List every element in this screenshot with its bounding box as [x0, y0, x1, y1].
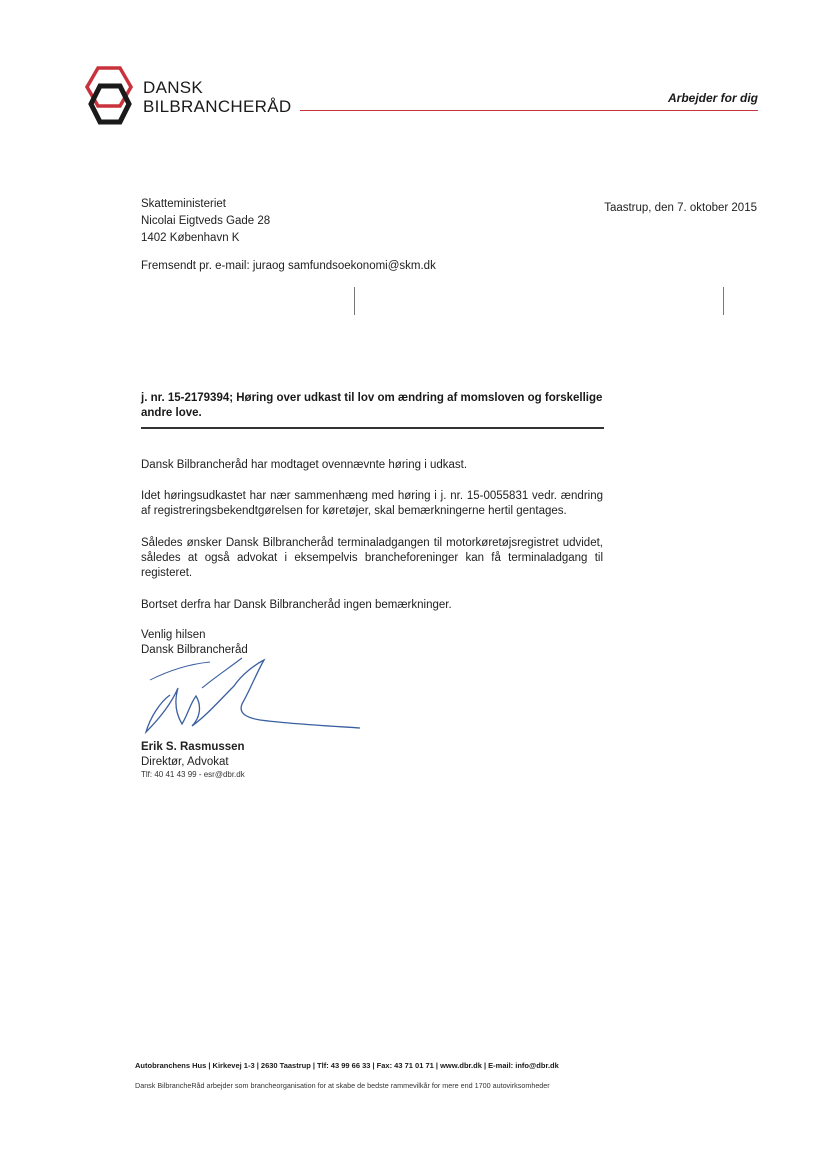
body-paragraph-2: Idet høringsudkastet har nær sammenhæng med høring i j. nr. 15-0055831 vedr. ændring af registreringsbekendtgørelsen for køretøjer, skal bemærkningerne hertil gentages.	[141, 490, 603, 517]
closing-greeting: Venlig hilsen	[141, 629, 206, 641]
tagline: Arbejder for dig	[667, 91, 758, 105]
subject-line: j. nr. 15-2179394; Høring over udkast til lov om ændring af momsloven og forskellige andre love.	[141, 392, 603, 419]
closing-org: Dansk Bilbrancheråd	[141, 644, 248, 656]
recipient-line-2: Nicolai Eigtveds Gade 28	[141, 215, 271, 227]
recipient-line-1: Skatteministeriet	[141, 198, 227, 210]
footer-address: Autobranchens Hus | Kirkevej 1-3 | 2630 Taastrup | Tlf: 43 99 66 33 | Fax: 43 71 01 71 | www.dbr.dk | E-mail: info@dbr.dk	[135, 1061, 559, 1070]
recipient-address	[141, 196, 270, 247]
brand-name	[143, 78, 291, 116]
brand-line-1: DANSK	[143, 78, 204, 97]
fold-mark-left	[354, 287, 355, 315]
signer-title: Direktør, Advokat	[141, 756, 229, 768]
body-paragraph-4: Bortset derfra har Dansk Bilbrancheråd ingen bemærkninger.	[141, 599, 452, 611]
body-paragraph-1: Dansk Bilbrancheråd har modtaget ovennævnte høring i udkast.	[141, 459, 468, 471]
signer-block	[141, 740, 245, 770]
handwritten-signature	[130, 640, 370, 740]
dbr-logo-icon	[84, 66, 134, 126]
signer-contact: Tlf: 40 41 43 99 - esr@dbr.dk	[141, 770, 245, 779]
header-divider	[300, 110, 758, 111]
recipient-line-3: 1402 København K	[141, 232, 240, 244]
sent-via-email: Fremsendt pr. e-mail: juraog samfundsoekonomi@skm.dk	[141, 260, 436, 272]
letter-date: Taastrup, den 7. oktober 2015	[604, 202, 757, 214]
footer-mission: Dansk BilbrancheRåd arbejder som brancheorganisation for at skabe de bedste rammevilkår for mere end 1700 autovirksomheder	[135, 1081, 550, 1090]
signer-name: Erik S. Rasmussen	[141, 741, 245, 753]
body-paragraph-3: Således ønsker Dansk Bilbrancheråd terminaladgangen til motorkøretøjsregistret udvidet, således at også advokat i eksempelvis brancheforeninger kan få terminaladgang til registeret.	[141, 537, 603, 579]
subject-divider	[141, 427, 604, 429]
fold-mark-right	[723, 287, 724, 315]
brand-line-2: BILBRANCHERÅD	[143, 97, 292, 116]
